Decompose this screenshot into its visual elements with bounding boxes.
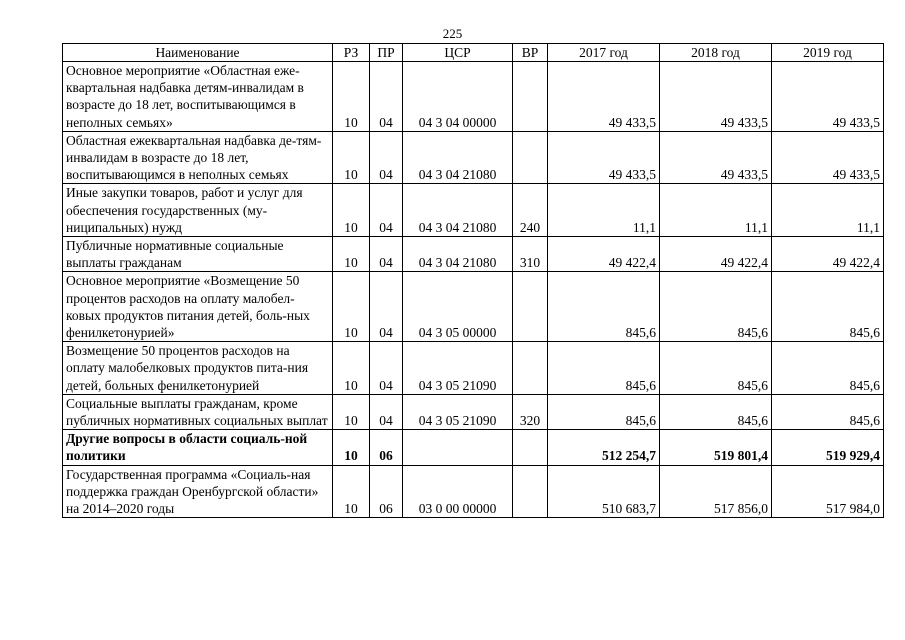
cell-rz: 10 <box>333 394 370 429</box>
cell-vr <box>513 272 548 342</box>
cell-2018: 517 856,0 <box>660 465 772 518</box>
cell-rz: 10 <box>333 430 370 465</box>
cell-2017: 49 433,5 <box>548 62 660 132</box>
cell-rz: 10 <box>333 272 370 342</box>
cell-2019: 11,1 <box>772 184 884 237</box>
cell-pr: 04 <box>370 272 403 342</box>
cell-2017: 845,6 <box>548 272 660 342</box>
cell-2018: 49 433,5 <box>660 131 772 184</box>
table-row <box>63 184 884 237</box>
cell-2019: 49 433,5 <box>772 62 884 132</box>
cell-name: Государственная программа «Социаль-ная поддержка граждан Оренбургской области» на 2014–2020 годы <box>63 465 333 518</box>
table-row <box>63 272 884 342</box>
cell-2019: 49 433,5 <box>772 131 884 184</box>
header-2017: 2017 год <box>548 44 660 62</box>
cell-pr: 04 <box>370 394 403 429</box>
cell-2019: 845,6 <box>772 394 884 429</box>
cell-2018: 845,6 <box>660 342 772 395</box>
cell-pr: 04 <box>370 62 403 132</box>
header-vr: ВР <box>513 44 548 62</box>
cell-vr <box>513 62 548 132</box>
cell-vr: 240 <box>513 184 548 237</box>
cell-pr: 04 <box>370 342 403 395</box>
cell-pr: 04 <box>370 237 403 272</box>
table-row <box>63 62 884 132</box>
table-row <box>63 394 884 429</box>
cell-rz: 10 <box>333 62 370 132</box>
table-row <box>63 131 884 184</box>
cell-rz: 10 <box>333 184 370 237</box>
cell-name: Основное мероприятие «Возмещение 50 процентов расходов на оплату малобел-ковых продуктов питания детей, боль-ных фенилкетонурией» <box>63 272 333 342</box>
cell-2019: 517 984,0 <box>772 465 884 518</box>
cell-2017: 49 422,4 <box>548 237 660 272</box>
header-name: Наименование <box>63 44 333 62</box>
cell-name: Возмещение 50 процентов расходов на оплату малобелковых продуктов пита-ния детей, больных фенилкетонурией <box>63 342 333 395</box>
cell-2018: 49 422,4 <box>660 237 772 272</box>
cell-pr: 04 <box>370 131 403 184</box>
cell-2018: 519 801,4 <box>660 430 772 465</box>
cell-vr: 320 <box>513 394 548 429</box>
cell-2018: 845,6 <box>660 394 772 429</box>
header-rz: РЗ <box>333 44 370 62</box>
cell-2017: 845,6 <box>548 342 660 395</box>
cell-2018: 49 433,5 <box>660 62 772 132</box>
cell-2017: 49 433,5 <box>548 131 660 184</box>
cell-csr: 04 3 04 21080 <box>403 184 513 237</box>
table-row <box>63 465 884 518</box>
cell-pr: 06 <box>370 430 403 465</box>
cell-vr: 310 <box>513 237 548 272</box>
cell-pr: 06 <box>370 465 403 518</box>
cell-csr <box>403 430 513 465</box>
cell-csr: 03 0 00 00000 <box>403 465 513 518</box>
table-header-row <box>63 44 884 62</box>
cell-csr: 04 3 04 21080 <box>403 131 513 184</box>
cell-vr <box>513 430 548 465</box>
cell-name: Основное мероприятие «Областная еже-квартальная надбавка детям-инвалидам в возрасте до 18 лет, воспитывающимся в неполных семьях» <box>63 62 333 132</box>
cell-name: Иные закупки товаров, работ и услуг для обеспечения государственных (му-ниципальных) нужд <box>63 184 333 237</box>
cell-csr: 04 3 04 00000 <box>403 62 513 132</box>
page-number: 225 <box>442 26 463 41</box>
cell-2017: 11,1 <box>548 184 660 237</box>
cell-rz: 10 <box>333 237 370 272</box>
budget-table <box>62 43 884 518</box>
cell-vr <box>513 342 548 395</box>
cell-name: Социальные выплаты гражданам, кроме публичных нормативных социальных выплат <box>63 394 333 429</box>
cell-2018: 11,1 <box>660 184 772 237</box>
cell-vr <box>513 465 548 518</box>
cell-pr: 04 <box>370 184 403 237</box>
header-pr: ПР <box>370 44 403 62</box>
header-2018: 2018 год <box>660 44 772 62</box>
table-body <box>63 62 884 518</box>
cell-rz: 10 <box>333 131 370 184</box>
table-row <box>63 430 884 465</box>
cell-rz: 10 <box>333 342 370 395</box>
cell-csr: 04 3 05 00000 <box>403 272 513 342</box>
cell-csr: 04 3 04 21080 <box>403 237 513 272</box>
cell-2019: 845,6 <box>772 342 884 395</box>
cell-csr: 04 3 05 21090 <box>403 394 513 429</box>
cell-name: Областная ежеквартальная надбавка де-тям-инвалидам в возрасте до 18 лет, воспитывающимся в неполных семьях <box>63 131 333 184</box>
table-row <box>63 237 884 272</box>
cell-2019: 519 929,4 <box>772 430 884 465</box>
cell-2017: 845,6 <box>548 394 660 429</box>
cell-2017: 512 254,7 <box>548 430 660 465</box>
cell-2019: 845,6 <box>772 272 884 342</box>
cell-name: Публичные нормативные социальные выплаты гражданам <box>63 237 333 272</box>
cell-2018: 845,6 <box>660 272 772 342</box>
cell-2019: 49 422,4 <box>772 237 884 272</box>
cell-name: Другие вопросы в области социаль-ной политики <box>63 430 333 465</box>
cell-2017: 510 683,7 <box>548 465 660 518</box>
cell-rz: 10 <box>333 465 370 518</box>
table-row <box>63 342 884 395</box>
header-csr: ЦСР <box>403 44 513 62</box>
cell-vr <box>513 131 548 184</box>
cell-csr: 04 3 05 21090 <box>403 342 513 395</box>
header-2019: 2019 год <box>772 44 884 62</box>
